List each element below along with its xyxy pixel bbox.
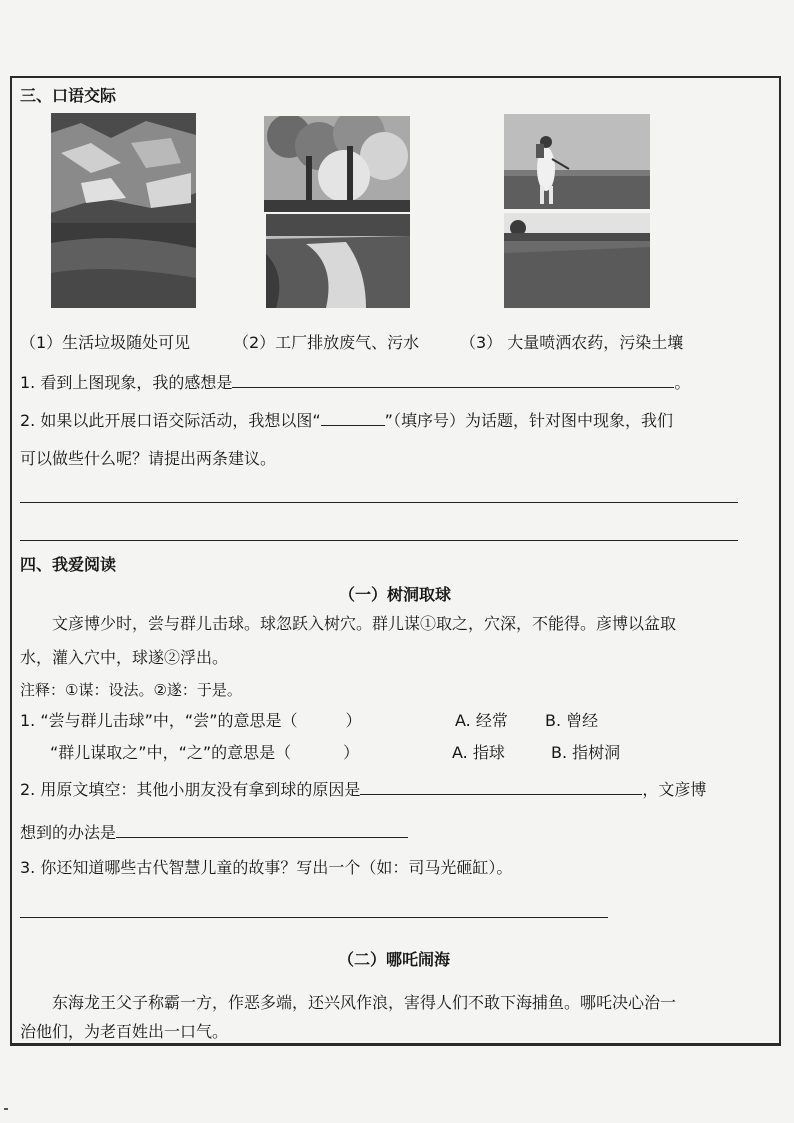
polluted-field-photo [504,213,650,308]
question-3-1-end: 。 [674,373,691,392]
passage-2-line-1: 东海龙王父子称霸一方，作恶多端，还兴风作浪，害得人们不敢下海捕鱼。哪吒决心治一 [52,993,677,1012]
question-4-3: 3. 你还知道哪些古代智慧儿童的故事？写出一个（如：司马光砸缸）。 [20,858,513,877]
passage-2-title: （二）哪吒闹海 [338,950,451,969]
caption-1: （1）生活垃圾随处可见 [20,333,191,352]
question-4-2-line2-text: 想到的办法是 [20,823,117,842]
caption-2: （2）工厂排放废气、污水 [233,333,420,352]
question-4-1a-text: 1. “尝与群儿击球”中，“尝”的意思是（ [20,711,298,730]
question-4-1a [20,711,362,731]
answer-blank-feeling[interactable] [232,373,674,388]
passage-1-notes: 注释：①谋：设法。②遂：于是。 [20,681,242,699]
question-3-1-text: 1. 看到上图现象，我的感想是 [20,373,233,392]
passage-1-title: （一）树洞取球 [339,585,452,604]
question-4-2-text: 2. 用原文填空：其他小朋友没有拿到球的原因是 [20,780,361,799]
section-heading-oral-communication: 三、口语交际 [20,86,117,105]
question-3-2-text-cont: ”（填序号）为话题，针对图中现象，我们 [384,411,673,430]
caption-3: （3） 大量喷洒农药，污染土壤 [460,333,684,352]
answer-blank-reason[interactable] [360,780,642,795]
question-4-1a-close: ） [345,711,362,730]
factory-smoke-photo [264,116,410,212]
question-3-2-text: 2. 如果以此开展口语交际活动，我想以图“ [20,411,321,430]
question-4-2-line2 [20,823,408,843]
section-heading-reading: 四、我爱阅读 [20,555,117,574]
question-4-1b [50,743,359,763]
option-4-1a-a: A. 经常 [455,711,508,730]
answer-blank-method[interactable] [116,823,408,838]
question-3-1 [20,373,690,393]
answer-line-suggestion-2[interactable] [20,540,738,541]
option-4-1b-a: A. 指球 [452,743,505,762]
answer-line-suggestion-1[interactable] [20,502,738,503]
passage-1-line-2: 水，灌入穴中，球遂②浮出。 [20,648,229,667]
garbage-photo [51,113,196,308]
scan-speck [4,1108,8,1110]
question-4-2-text-cont: ，文彦博 [642,780,707,799]
option-4-1b-b: B. 指树洞 [551,743,621,762]
question-4-2 [20,780,706,800]
passage-1-line-1: 文彦博少时，尝与群儿击球。球忽跃入树穴。群儿谋①取之，穴深，不能得。彦博以盆取 [52,614,677,633]
option-4-1a-b: B. 曾经 [545,711,599,730]
passage-2-line-2: 治他们，为老百姓出一口气。 [20,1022,229,1041]
question-4-1b-text: “群儿谋取之”中，“之”的意思是（ [50,743,292,762]
question-4-1b-close: ） [343,743,360,762]
question-3-2-line2: 可以做些什么呢？请提出两条建议。 [20,449,277,468]
answer-blank-picture-number[interactable] [321,411,385,426]
polluted-river-photo [266,214,410,308]
question-3-2 [20,411,673,431]
answer-line-story[interactable] [20,917,608,918]
pesticide-spraying-photo [504,114,650,209]
